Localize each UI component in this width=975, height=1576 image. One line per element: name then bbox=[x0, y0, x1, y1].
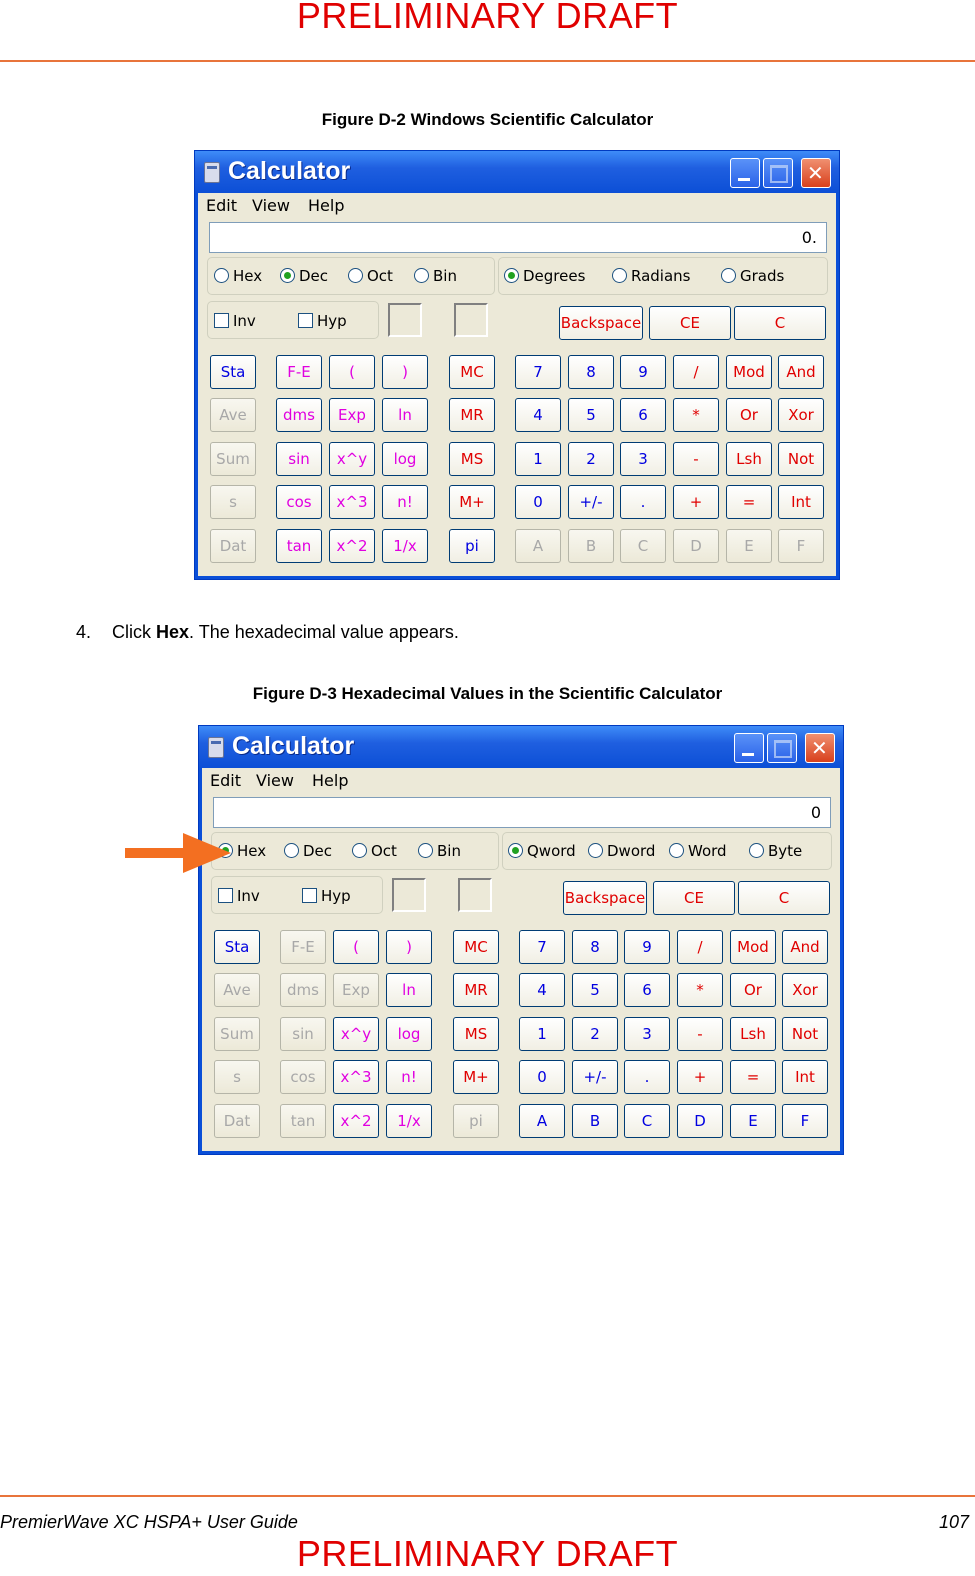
button-fminuse[interactable]: F-E bbox=[276, 355, 322, 389]
button-div[interactable]: / bbox=[677, 930, 723, 964]
memory-indicator bbox=[388, 303, 422, 337]
radio-circle-icon bbox=[588, 843, 603, 858]
radio-circle-icon bbox=[284, 843, 299, 858]
checkbox-hyp[interactable] bbox=[302, 887, 351, 905]
button-s[interactable]: s bbox=[210, 485, 256, 519]
button-6[interactable]: 6 bbox=[620, 398, 666, 432]
radio-oct[interactable] bbox=[352, 842, 397, 860]
parenthesis-indicator bbox=[454, 303, 488, 337]
radio-dec[interactable] bbox=[284, 842, 332, 860]
button-and[interactable]: And bbox=[778, 355, 824, 389]
button-c[interactable]: C bbox=[734, 306, 826, 340]
button-6[interactable]: 6 bbox=[624, 973, 670, 1007]
button-negate[interactable]: +/- bbox=[572, 1060, 618, 1094]
button-a[interactable]: A bbox=[519, 1104, 565, 1138]
button-8[interactable]: 8 bbox=[572, 930, 618, 964]
minimize-button[interactable] bbox=[730, 158, 760, 188]
button-c[interactable]: C bbox=[620, 529, 666, 563]
checkbox-box-icon bbox=[214, 313, 229, 328]
button-0[interactable]: 0 bbox=[515, 485, 561, 519]
button-not[interactable]: Not bbox=[782, 1017, 828, 1051]
button-d[interactable]: D bbox=[673, 529, 719, 563]
button-pi[interactable]: pi bbox=[449, 529, 495, 563]
button-1divx[interactable]: 1/x bbox=[386, 1104, 432, 1138]
button-xor[interactable]: Xor bbox=[778, 398, 824, 432]
button-sin[interactable]: sin bbox=[276, 442, 322, 476]
radio-label: Dword bbox=[607, 842, 656, 860]
button-e[interactable]: E bbox=[730, 1104, 776, 1138]
checkbox-label: Inv bbox=[237, 887, 260, 905]
button-sta[interactable]: Sta bbox=[210, 355, 256, 389]
button-fminuse[interactable]: F-E bbox=[280, 930, 326, 964]
button-c[interactable]: C bbox=[738, 881, 830, 915]
button-2[interactable]: 2 bbox=[572, 1017, 618, 1051]
button-sta[interactable]: Sta bbox=[214, 930, 260, 964]
radio-circle-icon bbox=[721, 268, 736, 283]
button-lsh[interactable]: Lsh bbox=[726, 442, 772, 476]
button-ce[interactable]: CE bbox=[649, 306, 731, 340]
checkbox-label: Hyp bbox=[317, 312, 347, 330]
radio-circle-icon bbox=[348, 268, 363, 283]
calculator-body bbox=[202, 768, 840, 1151]
checkbox-box-icon bbox=[218, 888, 233, 903]
radio-label: Word bbox=[688, 842, 727, 860]
button-plus[interactable]: + bbox=[673, 485, 719, 519]
button-n-[interactable]: n! bbox=[382, 485, 428, 519]
button-xpow3[interactable]: x^3 bbox=[333, 1060, 379, 1094]
button-backspace[interactable]: Backspace bbox=[559, 306, 643, 340]
button-a[interactable]: A bbox=[515, 529, 561, 563]
button-minus[interactable]: - bbox=[673, 442, 719, 476]
radio-byte[interactable] bbox=[749, 842, 802, 860]
button-mplus[interactable]: M+ bbox=[453, 1060, 499, 1094]
button-mul[interactable]: * bbox=[677, 973, 723, 1007]
footer-page: 107 bbox=[938, 1512, 969, 1532]
button-lsh[interactable]: Lsh bbox=[730, 1017, 776, 1051]
button-pi[interactable]: pi bbox=[453, 1104, 499, 1138]
radio-label: Byte bbox=[768, 842, 803, 860]
button-d[interactable]: D bbox=[677, 1104, 723, 1138]
button-b[interactable]: B bbox=[572, 1104, 618, 1138]
footer-title: PremierWave XC HSPA+ User Guide bbox=[0, 1512, 298, 1532]
button-backspace[interactable]: Backspace bbox=[563, 881, 647, 915]
radio-dec[interactable] bbox=[280, 267, 328, 285]
button-plus[interactable]: + bbox=[677, 1060, 723, 1094]
button-rparen[interactable]: ) bbox=[382, 355, 428, 389]
button-mod[interactable]: Mod bbox=[730, 930, 776, 964]
radio-degrees[interactable] bbox=[504, 267, 585, 285]
checkbox-box-icon bbox=[302, 888, 317, 903]
radio-label: Degrees bbox=[523, 267, 586, 285]
radio-label: Oct bbox=[371, 842, 397, 860]
button-exp[interactable]: Exp bbox=[333, 973, 379, 1007]
checkbox-box-icon bbox=[298, 313, 313, 328]
radio-qword[interactable] bbox=[508, 842, 576, 860]
radio-word[interactable] bbox=[669, 842, 727, 860]
button-7[interactable]: 7 bbox=[519, 930, 565, 964]
button-not[interactable]: Not bbox=[778, 442, 824, 476]
radio-label: Hex bbox=[237, 842, 267, 860]
radio-label: Radians bbox=[631, 267, 691, 285]
button-minus[interactable]: - bbox=[677, 1017, 723, 1051]
step-prefix: Click bbox=[112, 622, 156, 642]
radio-label: Grads bbox=[740, 267, 785, 285]
button-tan[interactable]: tan bbox=[280, 1104, 326, 1138]
button-0[interactable]: 0 bbox=[519, 1060, 565, 1094]
button-3[interactable]: 3 bbox=[620, 442, 666, 476]
button-e[interactable]: E bbox=[726, 529, 772, 563]
button-sum[interactable]: Sum bbox=[210, 442, 256, 476]
checkbox-hyp[interactable] bbox=[298, 312, 347, 330]
radio-circle-icon bbox=[508, 843, 523, 858]
close-button[interactable] bbox=[805, 733, 835, 763]
button-xpow2[interactable]: x^2 bbox=[333, 1104, 379, 1138]
button-sum[interactable]: Sum bbox=[214, 1017, 260, 1051]
button-xpow3[interactable]: x^3 bbox=[329, 485, 375, 519]
button-exp[interactable]: Exp bbox=[329, 398, 375, 432]
radio-circle-icon bbox=[214, 268, 229, 283]
parenthesis-indicator bbox=[458, 878, 492, 912]
radio-circle-icon bbox=[669, 843, 684, 858]
figure1-caption: Figure D-2 Windows Scientific Calculator bbox=[321, 110, 654, 129]
button-ave[interactable]: Ave bbox=[210, 398, 256, 432]
button-int[interactable]: Int bbox=[782, 1060, 828, 1094]
window-title: Calculator bbox=[232, 732, 355, 760]
button-log[interactable]: log bbox=[386, 1017, 432, 1051]
button-or[interactable]: Or bbox=[730, 973, 776, 1007]
button-f[interactable]: F bbox=[782, 1104, 828, 1138]
button-ln[interactable]: ln bbox=[386, 973, 432, 1007]
checkbox-label: Hyp bbox=[321, 887, 351, 905]
button-mod[interactable]: Mod bbox=[726, 355, 772, 389]
button-3[interactable]: 3 bbox=[624, 1017, 670, 1051]
button-4[interactable]: 4 bbox=[519, 973, 565, 1007]
button-dot[interactable]: . bbox=[620, 485, 666, 519]
header-rule bbox=[0, 60, 975, 62]
menu-help[interactable]: Help bbox=[308, 196, 345, 215]
button-dot[interactable]: . bbox=[624, 1060, 670, 1094]
button-or[interactable]: Or bbox=[726, 398, 772, 432]
button-9[interactable]: 9 bbox=[620, 355, 666, 389]
button-mul[interactable]: * bbox=[673, 398, 719, 432]
radio-grads[interactable] bbox=[721, 267, 784, 285]
button-ln[interactable]: ln bbox=[382, 398, 428, 432]
button-and[interactable]: And bbox=[782, 930, 828, 964]
checkbox-inv[interactable] bbox=[218, 887, 260, 905]
menu-view[interactable]: View bbox=[252, 196, 290, 215]
step-number: 4. bbox=[76, 622, 92, 642]
button-cos[interactable]: cos bbox=[276, 485, 322, 519]
radio-label: Dec bbox=[303, 842, 333, 860]
radio-label: Bin bbox=[433, 267, 457, 285]
button-rparen[interactable]: ) bbox=[386, 930, 432, 964]
button-xpowy[interactable]: x^y bbox=[333, 1017, 379, 1051]
button-1[interactable]: 1 bbox=[515, 442, 561, 476]
button-5[interactable]: 5 bbox=[572, 973, 618, 1007]
button-tan[interactable]: tan bbox=[276, 529, 322, 563]
title-bar bbox=[199, 726, 843, 768]
radio-circle-icon bbox=[418, 843, 433, 858]
button-5[interactable]: 5 bbox=[568, 398, 614, 432]
step-bold: Hex bbox=[156, 622, 190, 642]
button-xpow2[interactable]: x^2 bbox=[329, 529, 375, 563]
button-ms[interactable]: MS bbox=[453, 1017, 499, 1051]
button-int[interactable]: Int bbox=[778, 485, 824, 519]
watermark-top: PRELIMINARY DRAFT bbox=[296, 0, 679, 36]
button-xpowy[interactable]: x^y bbox=[329, 442, 375, 476]
button-ce[interactable]: CE bbox=[653, 881, 735, 915]
figure2-caption: Figure D-3 Hexadecimal Values in the Scientific Calculator bbox=[252, 684, 723, 703]
button-lparen[interactable]: ( bbox=[333, 930, 379, 964]
button-2[interactable]: 2 bbox=[568, 442, 614, 476]
button-mc[interactable]: MC bbox=[453, 930, 499, 964]
button-1divx[interactable]: 1/x bbox=[382, 529, 428, 563]
button-1[interactable]: 1 bbox=[519, 1017, 565, 1051]
radio-circle-icon bbox=[280, 268, 295, 283]
radio-radians[interactable] bbox=[612, 267, 691, 285]
button-lparen[interactable]: ( bbox=[329, 355, 375, 389]
radio-oct[interactable] bbox=[348, 267, 393, 285]
button-xor[interactable]: Xor bbox=[782, 973, 828, 1007]
radio-circle-icon bbox=[504, 268, 519, 283]
button-sin[interactable]: sin bbox=[280, 1017, 326, 1051]
button-dms[interactable]: dms bbox=[280, 973, 326, 1007]
radio-circle-icon bbox=[749, 843, 764, 858]
button-mplus[interactable]: M+ bbox=[449, 485, 495, 519]
button-8[interactable]: 8 bbox=[568, 355, 614, 389]
watermark-bottom: PRELIMINARY DRAFT bbox=[296, 1533, 679, 1574]
radio-label: Qword bbox=[527, 842, 576, 860]
button-c[interactable]: C bbox=[624, 1104, 670, 1138]
checkbox-inv[interactable] bbox=[214, 312, 256, 330]
radio-circle-icon bbox=[414, 268, 429, 283]
calculator-body bbox=[198, 193, 836, 576]
button-mr[interactable]: MR bbox=[449, 398, 495, 432]
step-suffix: . The hexadecimal value appears. bbox=[189, 622, 459, 642]
button-7[interactable]: 7 bbox=[515, 355, 561, 389]
radio-label: Hex bbox=[233, 267, 263, 285]
radio-label: Oct bbox=[367, 267, 393, 285]
maximize-button[interactable] bbox=[767, 733, 797, 763]
button-log[interactable]: log bbox=[382, 442, 428, 476]
radio-bin[interactable] bbox=[414, 267, 457, 285]
button-n-[interactable]: n! bbox=[386, 1060, 432, 1094]
button-mr[interactable]: MR bbox=[453, 973, 499, 1007]
calculator-app-icon bbox=[208, 737, 224, 758]
maximize-button[interactable] bbox=[763, 158, 793, 188]
button-dms[interactable]: dms bbox=[276, 398, 322, 432]
minimize-button[interactable] bbox=[734, 733, 764, 763]
callout-arrow-icon bbox=[125, 829, 235, 877]
calculator-window-hex bbox=[198, 725, 844, 1155]
button-div[interactable]: / bbox=[673, 355, 719, 389]
button-cos[interactable]: cos bbox=[280, 1060, 326, 1094]
radio-label: Dec bbox=[299, 267, 329, 285]
radio-dword[interactable] bbox=[588, 842, 655, 860]
button-negate[interactable]: +/- bbox=[568, 485, 614, 519]
title-bar bbox=[195, 151, 839, 193]
calc-display: 0. bbox=[209, 222, 827, 253]
button-mc[interactable]: MC bbox=[449, 355, 495, 389]
button-dat[interactable]: Dat bbox=[210, 529, 256, 563]
calculator-window-dec bbox=[194, 150, 840, 580]
button-4[interactable]: 4 bbox=[515, 398, 561, 432]
radio-circle-icon bbox=[612, 268, 627, 283]
checkbox-label: Inv bbox=[233, 312, 256, 330]
menu-edit[interactable]: Edit bbox=[210, 771, 241, 790]
menu-help[interactable]: Help bbox=[312, 771, 349, 790]
button-equals[interactable]: = bbox=[730, 1060, 776, 1094]
radio-bin[interactable] bbox=[418, 842, 461, 860]
calculator-app-icon bbox=[204, 162, 220, 183]
menu-view[interactable]: View bbox=[256, 771, 294, 790]
window-title: Calculator bbox=[228, 157, 351, 185]
memory-indicator bbox=[392, 878, 426, 912]
step-4 bbox=[76, 622, 459, 643]
menu-edit[interactable]: Edit bbox=[206, 196, 237, 215]
button-s[interactable]: s bbox=[214, 1060, 260, 1094]
footer-rule bbox=[0, 1495, 975, 1497]
button-dat[interactable]: Dat bbox=[214, 1104, 260, 1138]
button-equals[interactable]: = bbox=[726, 485, 772, 519]
close-button[interactable] bbox=[801, 158, 831, 188]
radio-circle-icon bbox=[352, 843, 367, 858]
button-f[interactable]: F bbox=[778, 529, 824, 563]
button-ave[interactable]: Ave bbox=[214, 973, 260, 1007]
radio-hex[interactable] bbox=[214, 267, 262, 285]
button-9[interactable]: 9 bbox=[624, 930, 670, 964]
radio-label: Bin bbox=[437, 842, 461, 860]
button-ms[interactable]: MS bbox=[449, 442, 495, 476]
button-b[interactable]: B bbox=[568, 529, 614, 563]
calc-display: 0 bbox=[213, 797, 831, 828]
